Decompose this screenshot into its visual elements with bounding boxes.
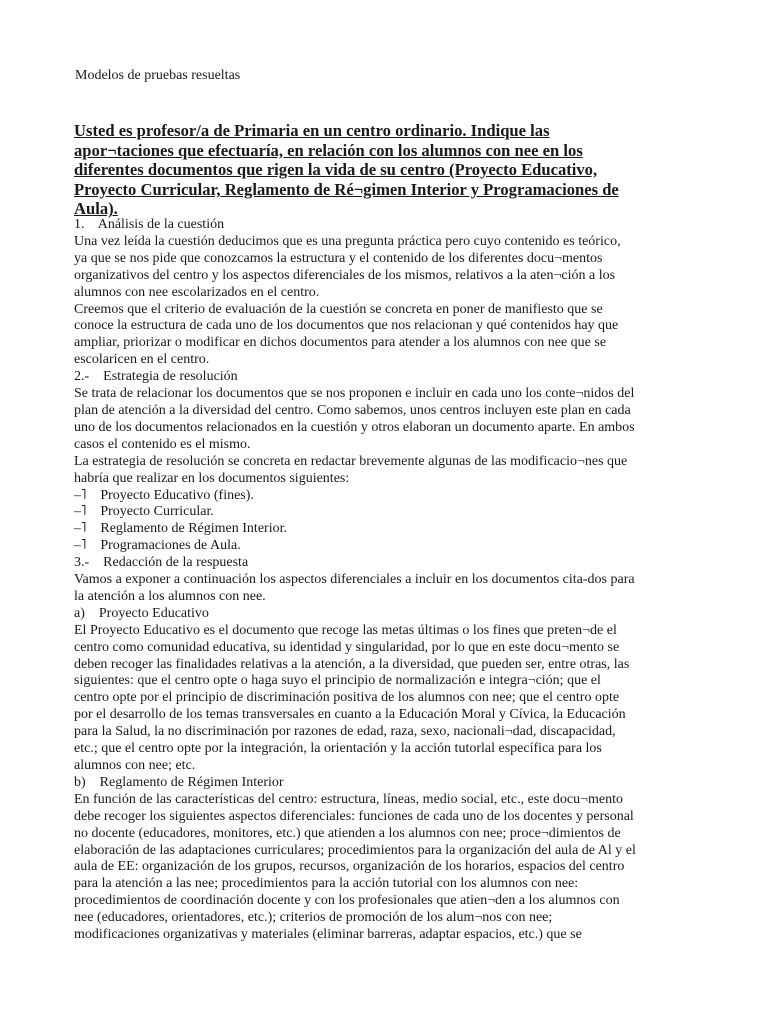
body-line: deben recoger las finalidades relativas a la atención, a la diversidad, que pueden ser, entre otras, las bbox=[74, 656, 630, 672]
heading-line: apor¬taciones que efectuaría, en relación con los alumnos con nee en los bbox=[74, 140, 583, 160]
body-line: –˥ Reglamento de Régimen Interior. bbox=[74, 521, 287, 537]
question-heading bbox=[74, 121, 684, 219]
body-line: elaboración de las adaptaciones curriculares; procedimientos para la organización del aula de Al y el bbox=[74, 842, 636, 858]
body-line: El Proyecto Educativo es el documento que recoge las metas últimas o los fines que preten¬de el bbox=[74, 622, 617, 638]
body-line: –˥ Proyecto Curricular. bbox=[74, 504, 214, 520]
body-line: por el desarrollo de los temas transversales en cuanto a la Educación Moral y Cívica, la Educación bbox=[74, 707, 626, 723]
body-line: uno de los documentos relacionados en la cuestión y otros elaboran un documento aparte. En ambos bbox=[74, 419, 635, 435]
body-line: conoce la estructura de cada uno de los documentos que nos relacionan y qué contenidos hay que bbox=[74, 318, 619, 334]
body-line: a) Proyecto Educativo bbox=[74, 605, 209, 621]
running-head: Modelos de pruebas resueltas bbox=[75, 68, 241, 83]
body-line: 1. Análisis de la cuestión bbox=[74, 217, 225, 232]
body-line: Se trata de relacionar los documentos que se nos proponen e incluir en cada uno los conte¬nidos del bbox=[74, 386, 635, 402]
heading-line: diferentes documentos que rigen la vida de su centro (Proyecto Educativo, bbox=[74, 160, 598, 180]
body-line: escolaricen en el centro. bbox=[74, 352, 210, 368]
document-body bbox=[74, 217, 704, 944]
body-line: alumnos con nee escolarizados en el centro. bbox=[74, 284, 320, 300]
body-line: etc.; que el centro opte por la integración, la orientación y la acción tutorlal específica para los bbox=[74, 741, 602, 757]
body-line: ya que se nos pide que conozcamos la estructura y el contenido de los diferentes docu¬mentos bbox=[74, 250, 603, 266]
body-line: habría que realizar en los documentos siguientes: bbox=[74, 470, 350, 486]
body-line: no docente (educadores, monitores, etc.) que atienden a los alumnos con nee; proce¬dimientos de bbox=[74, 825, 621, 841]
body-line: procedimientos de coordinación docente y con los profesionales que atien¬den a los alumnos con bbox=[74, 893, 620, 909]
body-line: aula de EE: organización de los grupos, recursos, organización de los horarios, espacios del centro bbox=[74, 859, 625, 875]
body-line: para la atención a las nee; procedimientos para la acción tutorial con los alumnos con nee: bbox=[74, 876, 579, 892]
body-line: casos el contenido es el mismo. bbox=[74, 436, 251, 452]
body-line: ampliar, priorizar o modificar en dichos documentos para atender a los alumnos con nee que se bbox=[74, 335, 607, 351]
body-line: Creemos que el criterio de evaluación de la cuestión se concreta en poner de manifiesto que se bbox=[74, 301, 603, 317]
body-line: –˥ Proyecto Educativo (fines). bbox=[74, 487, 254, 503]
body-line: debe recoger los siguientes aspectos diferenciales: funciones de cada uno de los docentes y personal bbox=[74, 808, 634, 824]
heading-line: Aula). bbox=[74, 199, 118, 219]
body-line: Una vez leída la cuestión deducimos que es una pregunta práctica pero cuyo contenido es teórico, bbox=[74, 233, 621, 249]
body-line: para la Salud, la no discriminación por razones de edad, raza, sexo, nacionali¬dad, discapacidad, bbox=[74, 724, 616, 740]
heading-line: Usted es profesor/a de Primaria en un centro ordinario. Indique las bbox=[74, 121, 550, 140]
body-line: modificaciones organizativas y materiales (eliminar barreras, adaptar espacios, etc.) que se bbox=[74, 927, 582, 943]
body-line: Vamos a exponer a continuación los aspectos diferenciales a incluir en los documentos cita-dos para bbox=[74, 572, 635, 588]
body-line: centro como comunidad educativa, su identidad y singularidad, por lo que en este docu¬mento se bbox=[74, 639, 620, 655]
body-line: b) Reglamento de Régimen Interior bbox=[74, 774, 284, 790]
body-line: organizativos del centro y los aspectos diferenciales de los mismos, relativos a la aten¬ción a los bbox=[74, 267, 616, 283]
body-line: La estrategia de resolución se concreta en redactar brevemente algunas de las modificacio¬nes que bbox=[74, 453, 628, 469]
body-line: la atención a los alumnos con nee. bbox=[74, 588, 266, 604]
body-line: nee (educadores, orientadores, etc.); criterios de promoción de los alum¬nos con nee; bbox=[74, 910, 553, 926]
heading-line: Proyecto Curricular, Reglamento de Ré¬gimen Interior y Programaciones de bbox=[74, 179, 619, 199]
body-line: centro opte por el principio de discriminación positiva de los alumnos con nee; que el centro opte bbox=[74, 690, 620, 706]
body-line: plan de atención a la diversidad del centro. Como sabemos, unos centros incluyen este plan en cada bbox=[74, 402, 631, 418]
body-line: 2.- Estrategia de resolución bbox=[74, 369, 238, 385]
body-line: En función de las características del centro: estructura, líneas, medio social, etc., este docu¬mento bbox=[74, 791, 624, 807]
body-line: –˥ Programaciones de Aula. bbox=[74, 538, 241, 554]
body-line: 3.- Redacción de la respuesta bbox=[74, 555, 249, 571]
body-line: siguientes: que el centro opte o haga suyo el principio de normalización e integra¬ción; que el bbox=[74, 673, 601, 689]
body-line: alumnos con nee; etc. bbox=[74, 758, 196, 773]
